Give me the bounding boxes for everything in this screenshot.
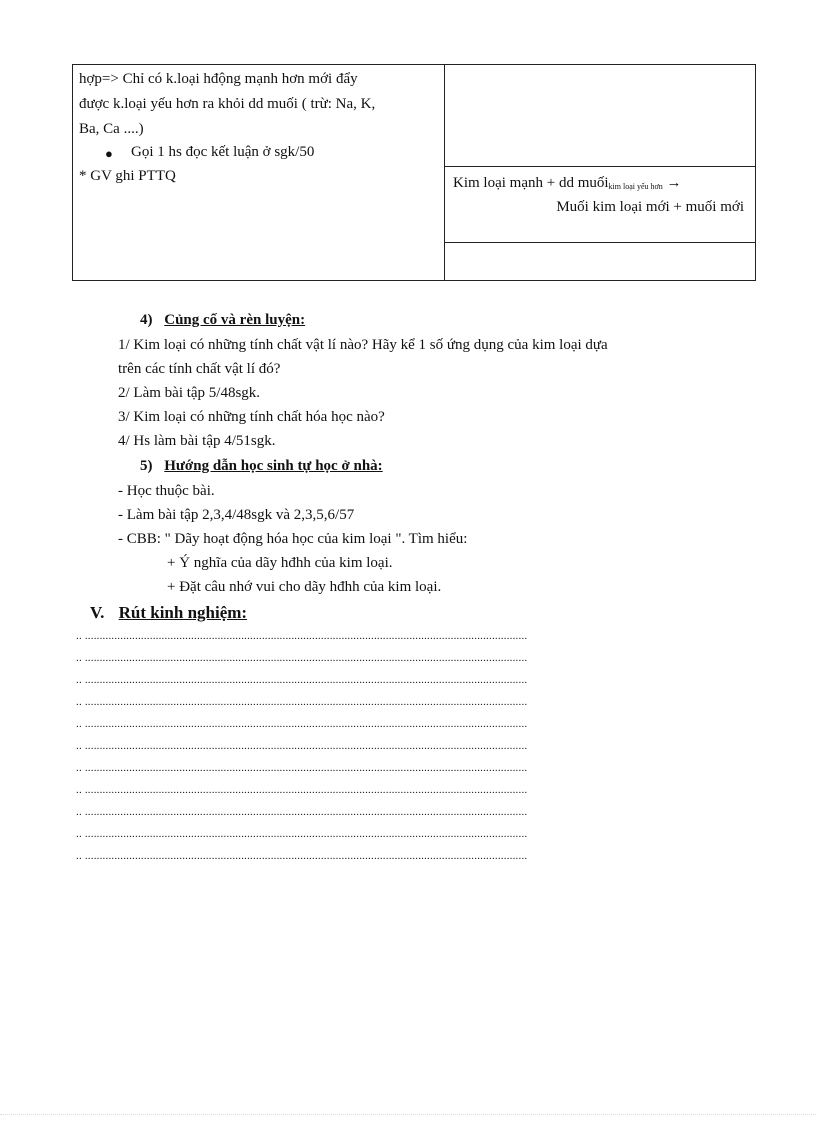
section-4-item: 4/ Hs làm bài tập 4/51sgk. <box>118 433 276 449</box>
dotted-line: .. ...................................................................................................................................................... <box>76 630 528 642</box>
lesson-table <box>72 64 756 281</box>
dotted-line: .. ...................................................................................................................................................... <box>76 850 528 862</box>
equation-reactants: Kim loại mạnh + dd muối <box>453 175 609 191</box>
section-title: Củng cố và rèn luyện: <box>164 312 306 328</box>
cell-bullet-text: Gọi 1 hs đọc kết luận ở sgk/50 <box>131 144 315 160</box>
dotted-line: .. ...................................................................................................................................................... <box>76 718 528 730</box>
dotted-line: .. ...................................................................................................................................................... <box>76 696 528 708</box>
equation-line-1 <box>453 175 682 192</box>
section-5-subitem: + Ý nghĩa của dãy hđhh của kim loại. <box>167 555 393 571</box>
section-5-item: - Học thuộc bài. <box>118 483 215 499</box>
section-v-heading <box>90 603 247 623</box>
section-5-heading <box>140 458 383 475</box>
equation-subscript: kim loại yếu hơn <box>608 182 663 191</box>
equation-line-2: Muối kim loại mới + muối mới <box>556 199 744 215</box>
dotted-line: .. ...................................................................................................................................................... <box>76 784 528 796</box>
cell-text-line: được k.loại yếu hơn ra khỏi dd muối ( trừ: Na, K, <box>79 96 376 112</box>
section-4-heading <box>140 312 305 329</box>
equation-box <box>444 166 756 243</box>
dotted-line: .. ...................................................................................................................................................... <box>76 674 528 686</box>
section-number: 4) <box>140 312 153 328</box>
section-title: Hướng dẫn học sinh tự học ở nhà: <box>164 458 383 474</box>
cell-text-line: hợp=> Chỉ có k.loại hđộng mạnh hơn mới đẩy <box>79 71 358 87</box>
section-5-subitem: + Đặt câu nhớ vui cho dãy hđhh của kim loại. <box>167 579 442 595</box>
dotted-line: .. ...................................................................................................................................................... <box>76 740 528 752</box>
arrow-icon: → <box>666 175 682 191</box>
section-number: 5) <box>140 458 153 474</box>
dotted-line: .. ...................................................................................................................................................... <box>76 762 528 774</box>
bullet-icon: ● <box>105 146 113 161</box>
section-5-item: - CBB: " Dãy hoạt động hóa học của kim loại ". Tìm hiểu: <box>118 531 468 547</box>
content-cell <box>445 65 755 280</box>
section-5-item: - Làm bài tập 2,3,4/48sgk và 2,3,5,6/57 <box>118 507 355 523</box>
section-title: Rút kinh nghiệm: <box>118 603 248 622</box>
section-4-item: 2/ Làm bài tập 5/48sgk. <box>118 385 261 401</box>
dotted-line: .. ...................................................................................................................................................... <box>76 806 528 818</box>
cell-gv-text: * GV ghi PTTQ <box>79 168 176 184</box>
dotted-line: .. ...................................................................................................................................................... <box>76 828 528 840</box>
section-4-item: trên các tính chất vật lí đó? <box>118 361 281 377</box>
teacher-activity-cell <box>73 65 445 280</box>
section-4-item: 3/ Kim loại có những tính chất hóa học nào? <box>118 409 385 425</box>
section-number: V. <box>90 603 105 622</box>
cell-text-line: Ba, Ca ....) <box>79 121 144 137</box>
page-bottom-divider <box>0 1114 816 1115</box>
section-4-item: 1/ Kim loại có những tính chất vật lí nào? Hãy kể 1 số ứng dụng của kim loại dựa <box>118 337 608 353</box>
dotted-line: .. ...................................................................................................................................................... <box>76 652 528 664</box>
